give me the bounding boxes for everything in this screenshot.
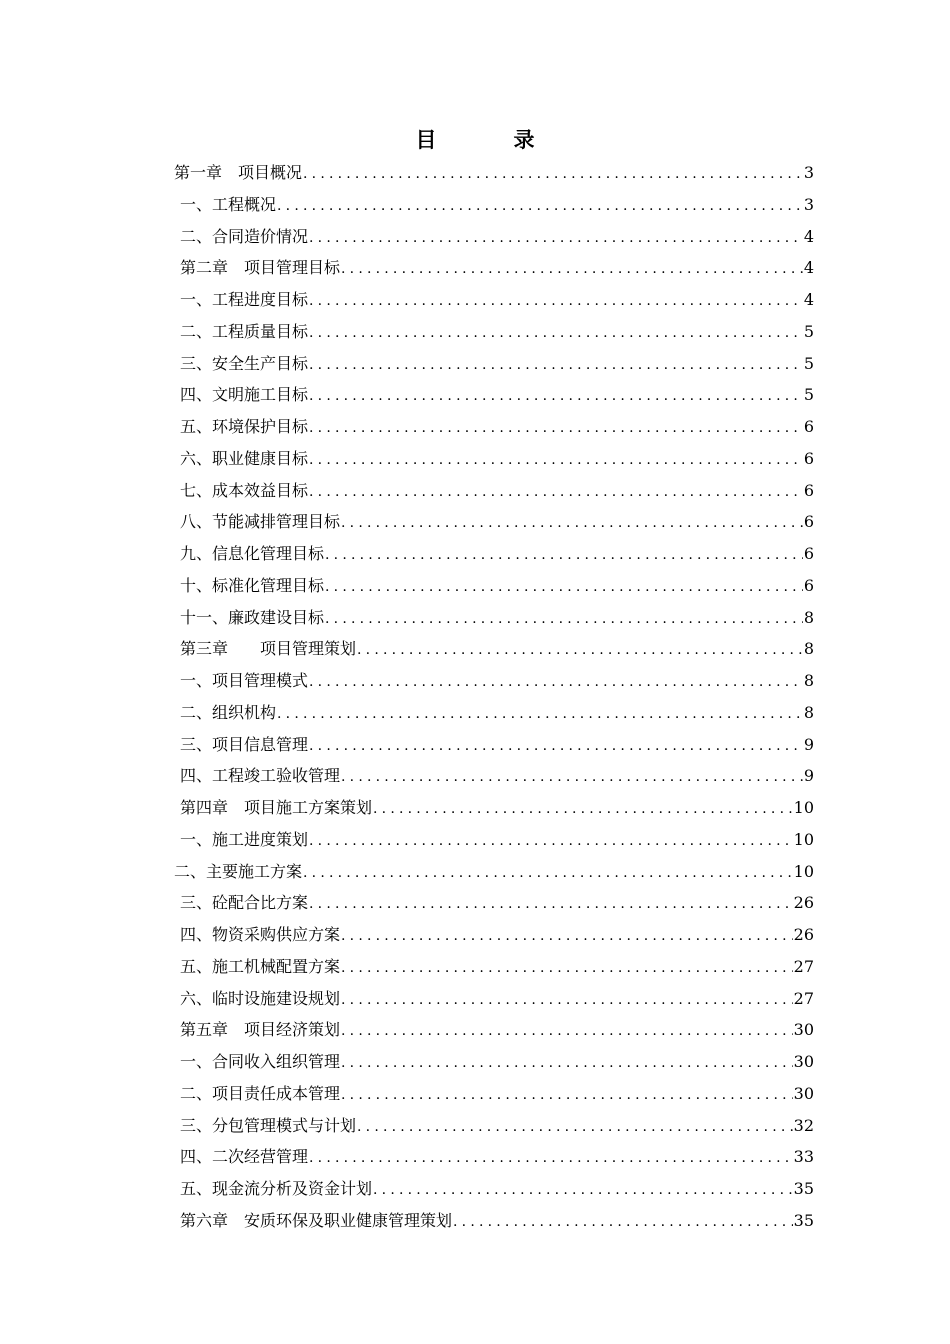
toc-entry[interactable] [174,697,814,729]
toc-entry-page-number: 4 [803,258,814,278]
toc-entry[interactable] [174,919,814,951]
toc-entry[interactable] [174,443,814,475]
toc-entry-page-number: 35 [793,1210,814,1230]
toc-entry-page-number: 8 [803,607,814,627]
toc-entry[interactable] [174,284,814,316]
toc-leader-dots [372,1175,793,1207]
toc-entry-page-number: 6 [803,575,814,595]
toc-entry-label: 第四章 项目施工方案策划 [180,798,373,817]
toc-leader-dots [324,604,803,636]
toc-entry[interactable] [174,570,814,602]
toc-leader-dots [308,731,803,763]
toc-entry[interactable] [174,887,814,919]
toc-entry[interactable] [174,1110,814,1142]
toc-entry-page-number: 9 [803,766,814,786]
toc-entry-label: 六、职业健康目标 [180,448,309,468]
toc-entry-page-number: 8 [803,671,814,690]
toc-entry-label: 三、安全生产目标 [180,353,309,373]
toc-leader-dots [340,1048,793,1080]
toc-leader-dots [276,699,803,731]
toc-leader-dots [308,1143,793,1175]
toc-entry[interactable] [174,760,814,792]
toc-entry-page-number: 6 [803,512,814,532]
toc-entry-label: 第五章 项目经济策划 [180,1020,341,1040]
toc-entry-label: 一、工程概况 [180,194,277,214]
toc-entry-page-number: 6 [803,544,814,563]
toc-entry-label: 四、物资采购供应方案 [180,925,341,944]
toc-entry-page-number: 6 [803,417,814,436]
toc-entry-label: 四、文明施工目标 [180,385,309,405]
toc-leader-dots [340,762,803,794]
toc-leader-dots [340,1080,793,1112]
toc-entry[interactable] [174,633,814,665]
toc-entry-label: 一、项目管理模式 [180,671,309,690]
toc-entry[interactable] [174,1173,814,1205]
toc-entry[interactable] [174,379,814,411]
toc-entry-page-number: 30 [793,1083,814,1103]
toc-leader-dots [308,223,803,255]
toc-leader-dots [356,635,803,667]
toc-entry[interactable] [174,348,814,380]
toc-leader-dots [302,858,793,890]
toc-entry[interactable] [174,252,814,284]
toc-entry-page-number: 27 [793,956,814,976]
toc-entry-label: 十一、廉政建设目标 [180,607,325,627]
toc-entry-label: 一、工程进度目标 [180,290,309,309]
toc-entry-label: 十、标准化管理目标 [180,575,325,595]
toc-entry-page-number: 10 [793,798,814,817]
toc-leader-dots [340,921,793,953]
toc-leader-dots [324,540,803,572]
toc-leader-dots [308,350,803,382]
toc-entry[interactable] [174,1141,814,1173]
toc-entry-label: 二、项目责任成本管理 [180,1083,341,1103]
toc-entry[interactable] [174,983,814,1015]
toc-entry-page-number: 6 [803,480,814,500]
toc-leader-dots [308,318,803,350]
toc-entry-label: 四、工程竣工验收管理 [180,766,341,786]
toc-entry-label: 六、临时设施建设规划 [180,988,341,1008]
toc-leader-dots [308,286,803,318]
toc-entry-page-number: 5 [803,353,814,373]
toc-entry-label: 五、环境保护目标 [180,417,309,436]
toc-entry-label: 第二章 项目管理目标 [180,258,341,278]
toc-entry-label: 四、二次经营管理 [180,1147,309,1167]
toc-entry-page-number: 9 [803,734,814,754]
toc-entry[interactable] [174,729,814,761]
toc-leader-dots [340,985,793,1017]
toc-leader-dots [340,508,803,540]
toc-entry-page-number: 4 [803,290,814,309]
toc-entry-page-number: 27 [793,988,814,1008]
toc-entry[interactable] [174,1046,814,1078]
toc-list [174,157,814,1237]
toc-entry[interactable] [174,792,814,824]
toc-entry-page-number: 3 [803,194,814,214]
toc-entry-label: 三、项目信息管理 [180,734,309,754]
toc-entry[interactable] [174,506,814,538]
toc-entry[interactable] [174,1014,814,1046]
toc-entry-label: 五、现金流分析及资金计划 [180,1179,373,1198]
toc-entry-page-number: 32 [793,1115,814,1135]
toc-leader-dots [324,572,803,604]
toc-entry-label: 第三章 项目管理策划 [180,639,357,659]
toc-entry[interactable] [174,221,814,253]
toc-leader-dots [340,953,793,985]
toc-entry[interactable] [174,856,814,888]
toc-entry-page-number: 6 [803,448,814,468]
toc-leader-dots [340,254,803,286]
toc-entry-label: 五、施工机械配置方案 [180,956,341,976]
toc-leader-dots [302,159,803,191]
toc-entry-page-number: 30 [793,1020,814,1040]
toc-entry-page-number: 26 [793,893,814,913]
toc-entry[interactable] [174,411,814,443]
toc-entry-page-number: 5 [803,321,814,341]
toc-entry-label: 二、工程质量目标 [180,321,309,341]
toc-entry-label: 一、施工进度策划 [180,829,309,849]
toc-leader-dots [276,191,803,223]
toc-entry[interactable] [174,951,814,983]
toc-entry[interactable] [174,1205,814,1237]
toc-entry[interactable] [174,157,814,189]
toc-entry-label: 八、节能减排管理目标 [180,512,341,532]
toc-leader-dots [308,826,793,858]
toc-entry[interactable] [174,475,814,507]
toc-leader-dots [308,889,793,921]
toc-entry-label: 二、组织机构 [180,702,277,722]
toc-entry-label: 七、成本效益目标 [180,480,309,500]
toc-entry-page-number: 35 [793,1179,814,1198]
toc-entry[interactable] [174,665,814,697]
toc-entry[interactable] [174,1078,814,1110]
toc-leader-dots [308,667,803,699]
toc-leader-dots [356,1112,793,1144]
toc-leader-dots [308,381,803,413]
toc-leader-dots [308,413,803,445]
toc-entry[interactable] [174,602,814,634]
toc-entry-page-number: 5 [803,385,814,405]
toc-entry-label: 三、分包管理模式与计划 [180,1115,357,1135]
toc-entry[interactable] [174,316,814,348]
toc-entry-page-number: 33 [793,1147,814,1167]
toc-leader-dots [308,445,803,477]
toc-entry[interactable] [174,189,814,221]
toc-entry-page-number: 30 [793,1052,814,1071]
toc-entry-page-number: 4 [803,226,814,246]
toc-entry[interactable] [174,824,814,856]
toc-leader-dots [372,794,793,826]
toc-entry-label: 一、合同收入组织管理 [180,1052,341,1071]
toc-entry-label: 九、信息化管理目标 [180,544,325,563]
toc-entry-label: 第六章 安质环保及职业健康管理策划 [180,1210,453,1230]
toc-leader-dots [340,1016,793,1048]
toc-entry-page-number: 10 [793,829,814,849]
toc-entry-label: 二、主要施工方案 [174,861,303,881]
toc-entry-page-number: 3 [803,163,814,182]
toc-leader-dots [308,477,803,509]
toc-title: 目 录 [415,127,563,152]
toc-entry-label: 第一章 项目概况 [174,163,303,182]
toc-entry-page-number: 8 [803,639,814,659]
toc-entry-page-number: 10 [793,861,814,881]
toc-entry-label: 三、砼配合比方案 [180,893,309,913]
toc-entry-label: 二、合同造价情况 [180,226,309,246]
toc-entry-page-number: 8 [803,702,814,722]
toc-leader-dots [452,1207,793,1239]
toc-entry[interactable] [174,538,814,570]
toc-entry-page-number: 26 [793,925,814,944]
